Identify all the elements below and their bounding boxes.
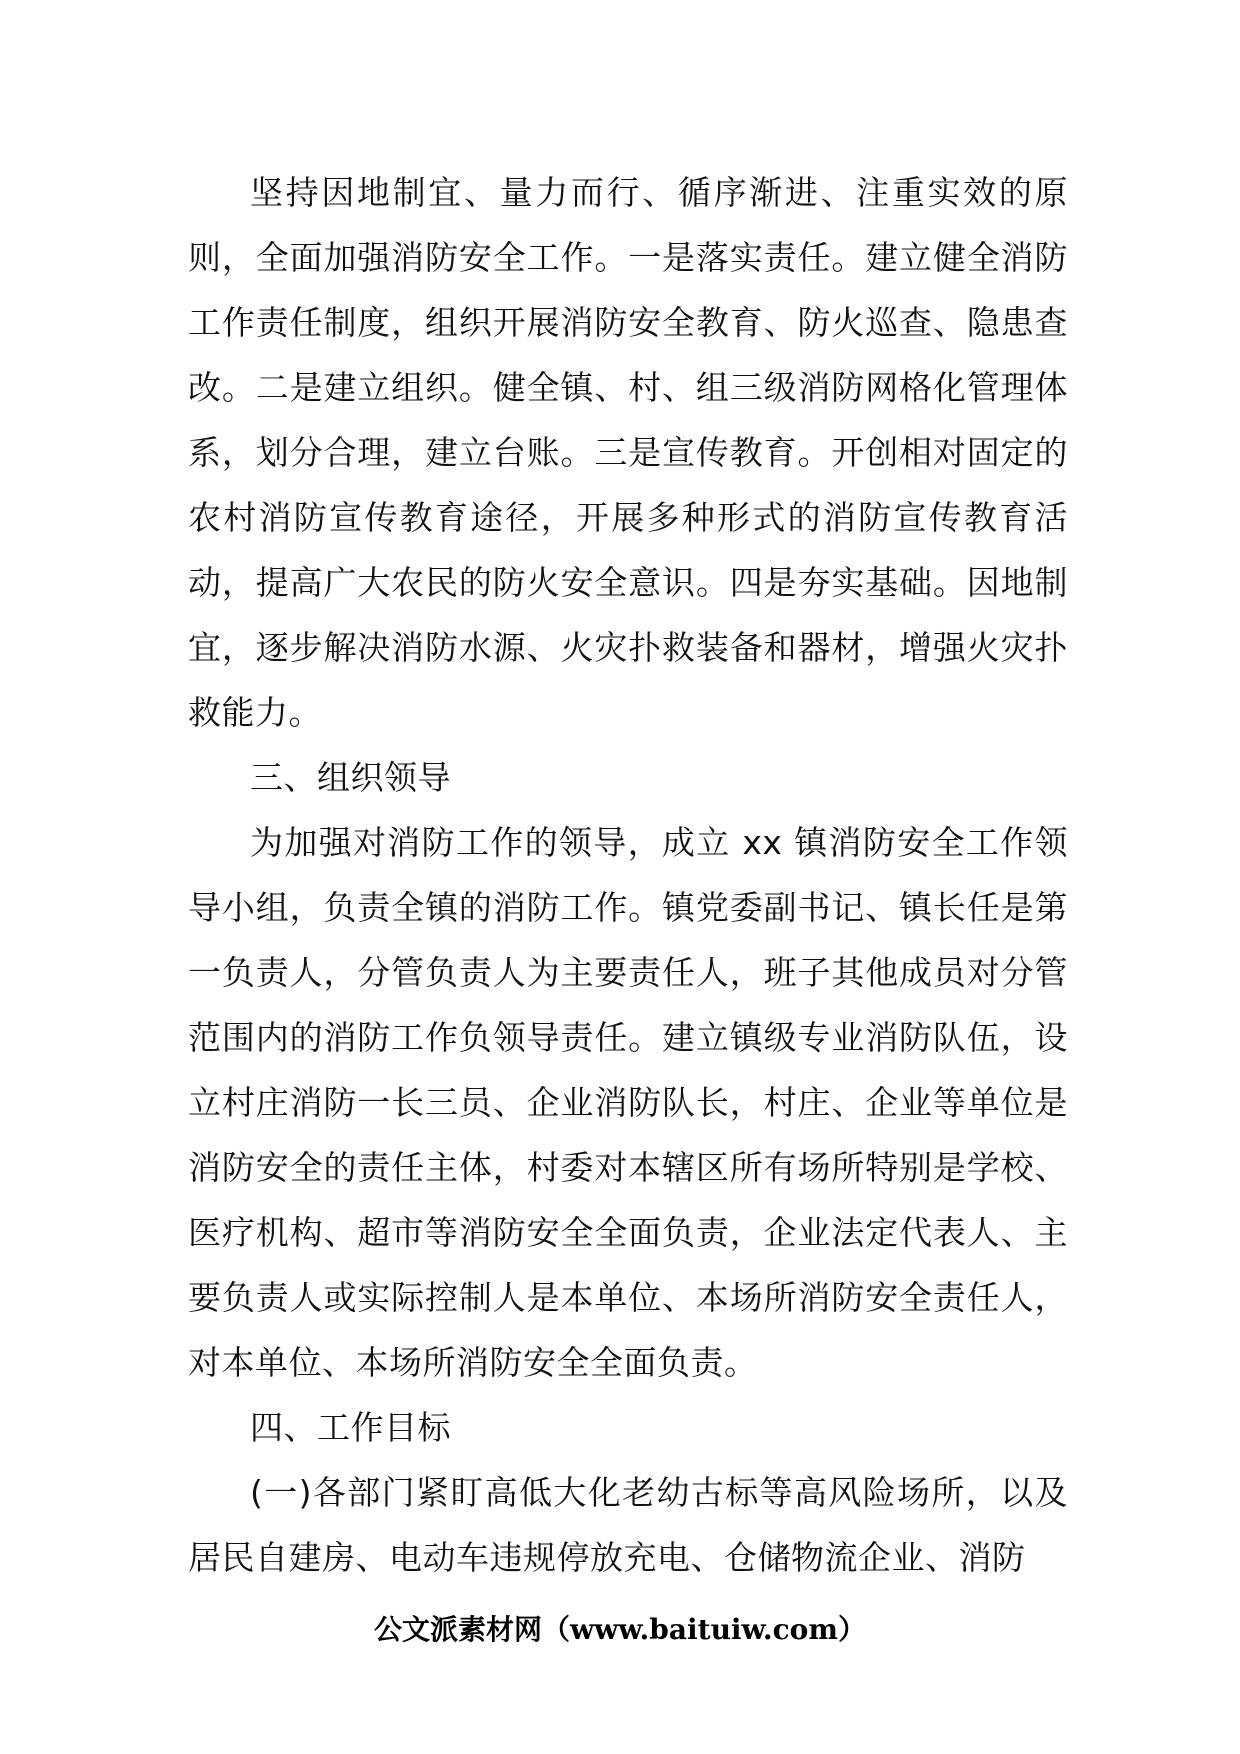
section-heading: 四、工作目标: [250, 1408, 451, 1447]
document-body: [188, 160, 1068, 1590]
body-paragraph: (一)各部门紧盯高低大化老幼古标等高风险场所，以及居民自建房、电动车违规停放充电、仓储物流企业、消防: [188, 1473, 1068, 1577]
body-paragraph: 坚持因地制宜、量力而行、循序渐进、注重实效的原则，全面加强消防安全工作。一是落实责任。建立健全消防工作责任制度，组织开展消防安全教育、防火巡查、隐患查改。二是建立组织。健全镇、村、组三级消防网格化管理体系，划分合理，建立台账。三是宣传教育。开创相对固定的农村消防宣传教育途径，开展多种形式的消防宣传教育活动，提高广大农民的防火安全意识。四是夯实基础。因地制宜，逐步解决消防水源、火灾扑救装备和器材，增强火灾扑救能力。: [188, 173, 1068, 732]
section-heading: 三、组织领导: [250, 758, 451, 797]
body-paragraph: 为加强对消防工作的领导，成立 xx 镇消防安全工作领导小组，负责全镇的消防工作。镇党委副书记、镇长任是第一负责人，分管负责人为主要责任人，班子其他成员对分管范围内的消防工作负领导责任。建立镇级专业消防队伍，设立村庄消防一长三员、企业消防队长，村庄、企业等单位是消防安全的责任主体，村委对本辖区所有场所特别是学校、医疗机构、超市等消防安全全面负责，企业法定代表人、主要负责人或实际控制人是本单位、本场所消防安全责任人，对本单位、本场所消防安全全面负责。: [188, 823, 1068, 1382]
page-footer: 公文派素材网（www.baituiw.com）: [374, 1613, 866, 1646]
